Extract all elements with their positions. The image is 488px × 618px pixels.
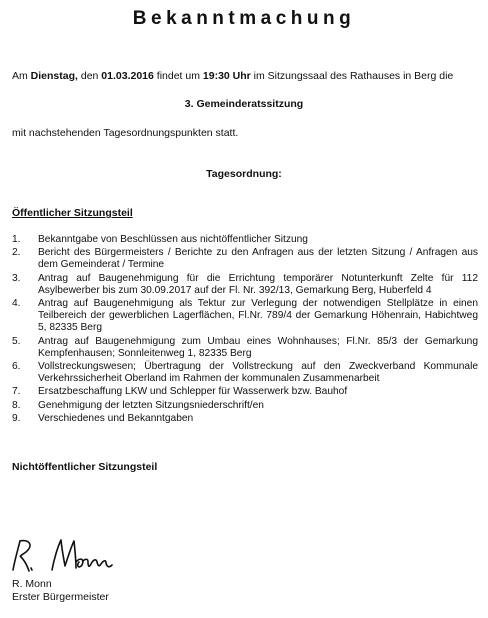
item-number: 7. xyxy=(12,386,21,398)
agenda-item xyxy=(12,400,478,412)
agenda-item xyxy=(12,298,478,335)
item-number: 4. xyxy=(12,298,21,310)
agenda-item xyxy=(12,336,478,360)
item-text: Antrag auf Baugenehmigung als Tektur zur Verlegung der notwendigen Stellplätze in einen Teilbereich der gewerblichen Lagerflächen, Fl.Nr. 789/4 der Gemarkung Höhenrain, Habichtweg 5, 82335 Berg xyxy=(38,298,478,334)
item-text: Bekanntgabe von Beschlüssen aus nichtöffentlicher Sitzung xyxy=(38,234,308,245)
meeting-time: 19:30 Uhr xyxy=(202,70,251,82)
item-text: Verschiedenes und Bekanntgaben xyxy=(38,412,194,424)
intro-mid-2: findet um xyxy=(153,70,203,82)
intro-suffix: im Sitzungssaal des Rathauses in Berg die xyxy=(250,70,454,82)
item-number: 2. xyxy=(12,247,21,259)
agenda-item xyxy=(12,386,478,398)
item-number: 8. xyxy=(12,399,21,411)
meeting-day: Dienstag, xyxy=(30,70,78,82)
item-text: Bericht des Bürgermeisters / Berichte zu den Anfragen aus der letzten Sitzung / Anfragen aus dem Gemeinderat / Termine xyxy=(38,247,478,271)
meeting-date: 01.03.2016 xyxy=(101,70,154,82)
agenda-item xyxy=(12,234,478,246)
signer-block xyxy=(12,578,109,603)
item-text: Antrag auf Baugenehmigung zum Umbau eines Wohnhauses; Fl.Nr. 85/3 der Gemarkung Kempfenhausen; Sonnleitenweg 1, 82335 Berg xyxy=(38,335,478,359)
handwritten-signature xyxy=(12,537,122,575)
agenda-item xyxy=(12,413,478,425)
item-number: 6. xyxy=(12,361,21,373)
agenda-heading: Tagesordnung: xyxy=(206,168,282,180)
intro-line-2: mit nachstehenden Tagesordnungspunkten statt. xyxy=(12,127,239,139)
signer-name: R. Monn xyxy=(12,578,52,590)
public-section-heading: Öffentlicher Sitzungsteil xyxy=(12,207,133,219)
intro-prefix: Am xyxy=(12,70,31,82)
intro-line xyxy=(12,70,453,82)
item-number: 1. xyxy=(12,234,21,245)
agenda-item xyxy=(12,273,478,297)
item-text: Vollstreckungswesen; Übertragung der Vollstreckung auf den Zweckverband Kommunale Verkehrssicherheit Oberland im Rahmen der kommunalen Zusammenarbeit xyxy=(38,361,478,385)
document-title: Bekanntmachung xyxy=(132,8,356,29)
agenda-list xyxy=(12,234,478,426)
item-text: Genehmigung der letzten Sitzungsniederschrift/en xyxy=(38,399,264,411)
item-number: 5. xyxy=(12,335,21,347)
signer-title: Erster Bürgermeister xyxy=(12,590,109,603)
session-title: 3. Gemeinderatssitzung xyxy=(184,98,304,110)
item-number: 9. xyxy=(12,412,21,424)
intro-mid-1: den xyxy=(77,70,102,82)
agenda-item xyxy=(12,247,478,271)
item-text: Ersatzbeschaffung LKW und Schlepper für Wasserwerk bzw. Bauhof xyxy=(38,386,348,398)
item-text: Antrag auf Baugenehmigung für die Errichtung temporärer Notunterkunft Zelte für 112 Asylbewerber bis zum 30.09.2017 auf der Fl. Nr. 392/13, Gemarkung Berg, Huberfeld 4 xyxy=(38,272,478,296)
item-number: 3. xyxy=(12,272,21,284)
agenda-item xyxy=(12,361,478,385)
private-section-heading: Nichtöffentlicher Sitzungsteil xyxy=(12,461,158,473)
